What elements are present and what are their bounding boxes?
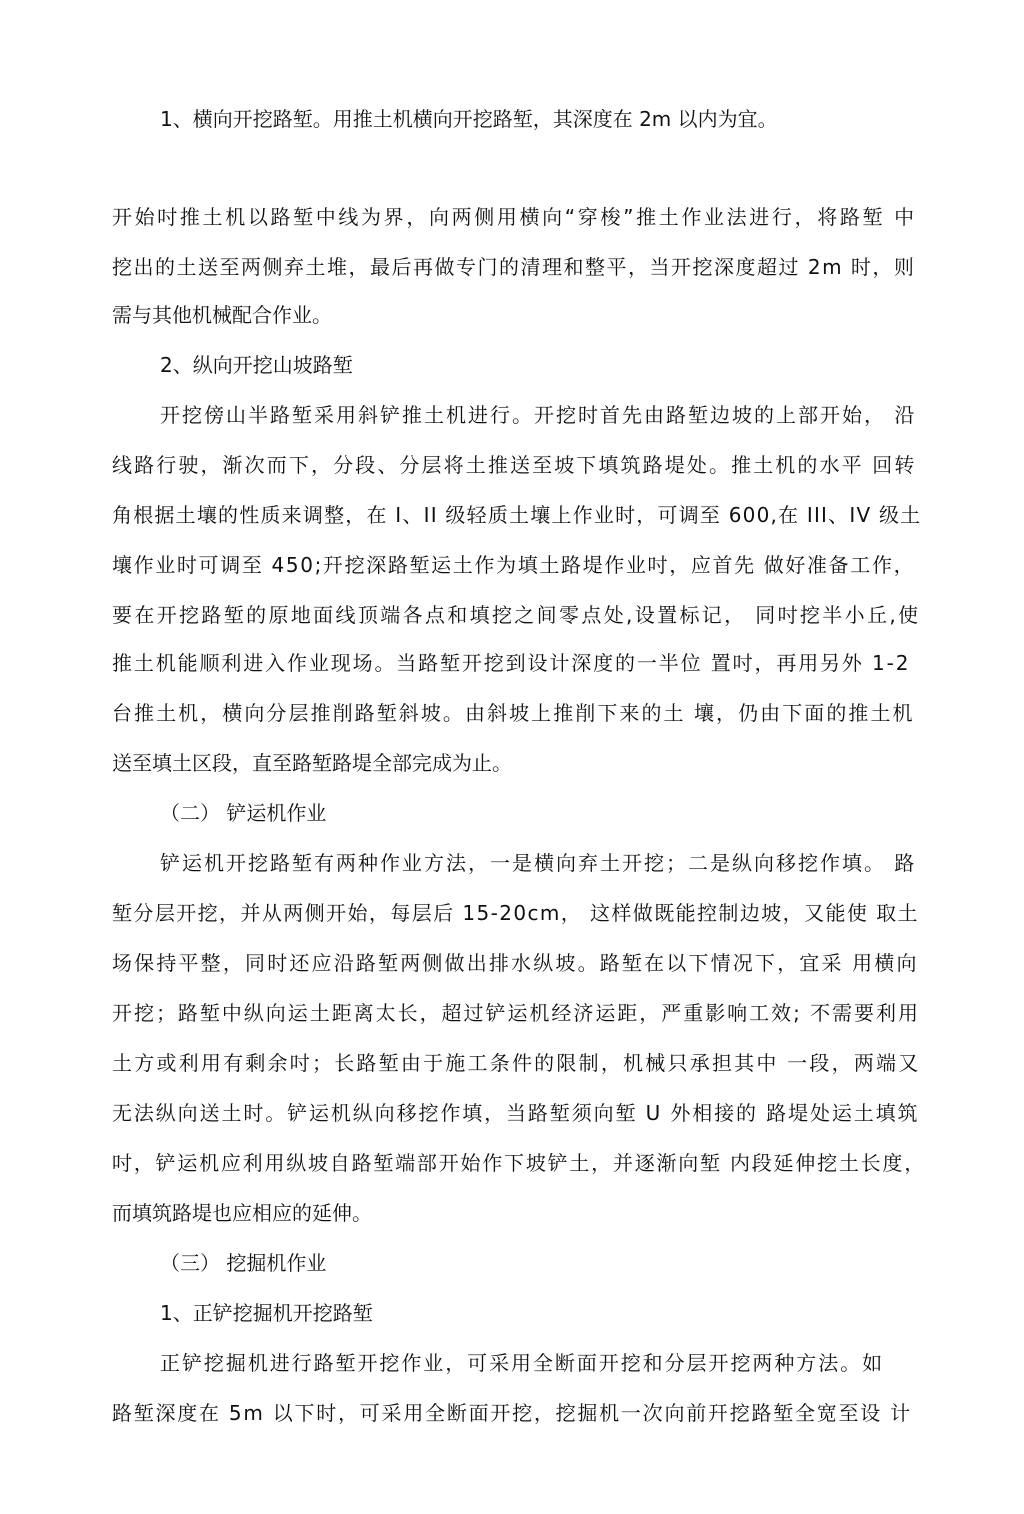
text-line: 场保持平整，同时还应沿路堑两侧做出排水纵坡。路堑在以下情况下，宜采 用横向: [112, 951, 919, 975]
text-line: 正铲挖掘机进行路堑开挖作业，可采用全断面开挖和分层开挖两种方法。如: [160, 1351, 885, 1375]
text-line: 吋，铲运机应利用纵坡自路堑端部开始作下坡铲土，并逐渐向堑 内段延伸挖土长度，: [112, 1151, 926, 1175]
text-line: 推土机能顺利进入作业现场。当路堑开挖到设计深度的一半位 置吋，再用另外 1-2: [112, 651, 911, 675]
text-line: 开挖；路堑中纵向运土距离太长，超过铲运机经济运距，严重影响工效; 不需要利用: [112, 1001, 920, 1025]
text-line: 需与其他机械配合作业。: [112, 303, 332, 327]
text-line: 台推土机，横向分层推削路堑斜坡。由斜坡上推削下来的土 壤，仍由下面的推土机: [112, 701, 915, 725]
text-line: 无法纵向送土时。铲运机纵向移挖作填，当路堑须向堑 U 外相接的 路堤处运土填筑: [112, 1101, 920, 1125]
text-line: 土方或利用有剩余吋；长路堑由于施工条件的限制，机械只承担其中 一段，两端又: [112, 1051, 921, 1075]
section-heading: （三） 挖掘机作业: [160, 1251, 327, 1275]
text-line: 铲运机开挖路堑有两种作业方法，一是横向弃土开挖；二是纵向移挖作填。 路: [160, 851, 917, 875]
text-line: 开挖傍山半路堑采用斜铲推土机进行。开挖时首先由路堑边坡的上部开始， 沿: [160, 403, 917, 427]
text-line: 堑分层开挖，并从两侧开始，每层后 15-20cm， 这样做既能控制边坡，又能使 取土: [112, 901, 919, 925]
text-line: 角根据土壤的性质来调整，在 I、II 级轻质土壤上作业时，可调至 600,在 III、IV 级土: [112, 503, 922, 527]
text-line: 1、横向开挖路堑。用推土机横向开挖路堑，其深度在 2m 以内为宜。: [160, 107, 778, 131]
text-line: 要在开挖路堑的原地面线顶端各点和填挖之间零点处,设置标记， 同吋挖半小丘,使: [112, 603, 921, 627]
text-line: 线路行驶，渐次而下，分段、分层将土推送至坡下填筑路堤处。推土机的水平 回转: [112, 453, 917, 477]
text-line: 开始吋推土机以路堑中线为界，向两侧用横向“穿梭”推土作业法进行，将路堑 中: [112, 205, 917, 229]
text-line: 挖出的土送至两侧弃土堆，最后再做专门的清理和整平，当开挖深度超过 2m 时，则: [112, 255, 916, 279]
text-line: 而填筑路堤也应相应的延伸。: [112, 1201, 372, 1225]
text-line: 2、纵向开挖山坡路堑: [160, 353, 353, 377]
text-line: 送至填土区段，直至路堑路堤全部完成为止。: [112, 751, 512, 775]
text-line: 壤作业时可调至 450;幵挖深路堑运土作为填土路堤作业吋，应首先 做好准备工作，: [112, 553, 916, 577]
section-heading: （二） 铲运机作业: [160, 801, 327, 825]
subsection-heading: 1、正铲挖掘机开挖路堑: [160, 1301, 373, 1325]
text-line: 路堑深度在 5m 以下时，可采用全断面开挖，挖掘机一次向前幵挖路堑全宽至设 计: [112, 1401, 912, 1425]
